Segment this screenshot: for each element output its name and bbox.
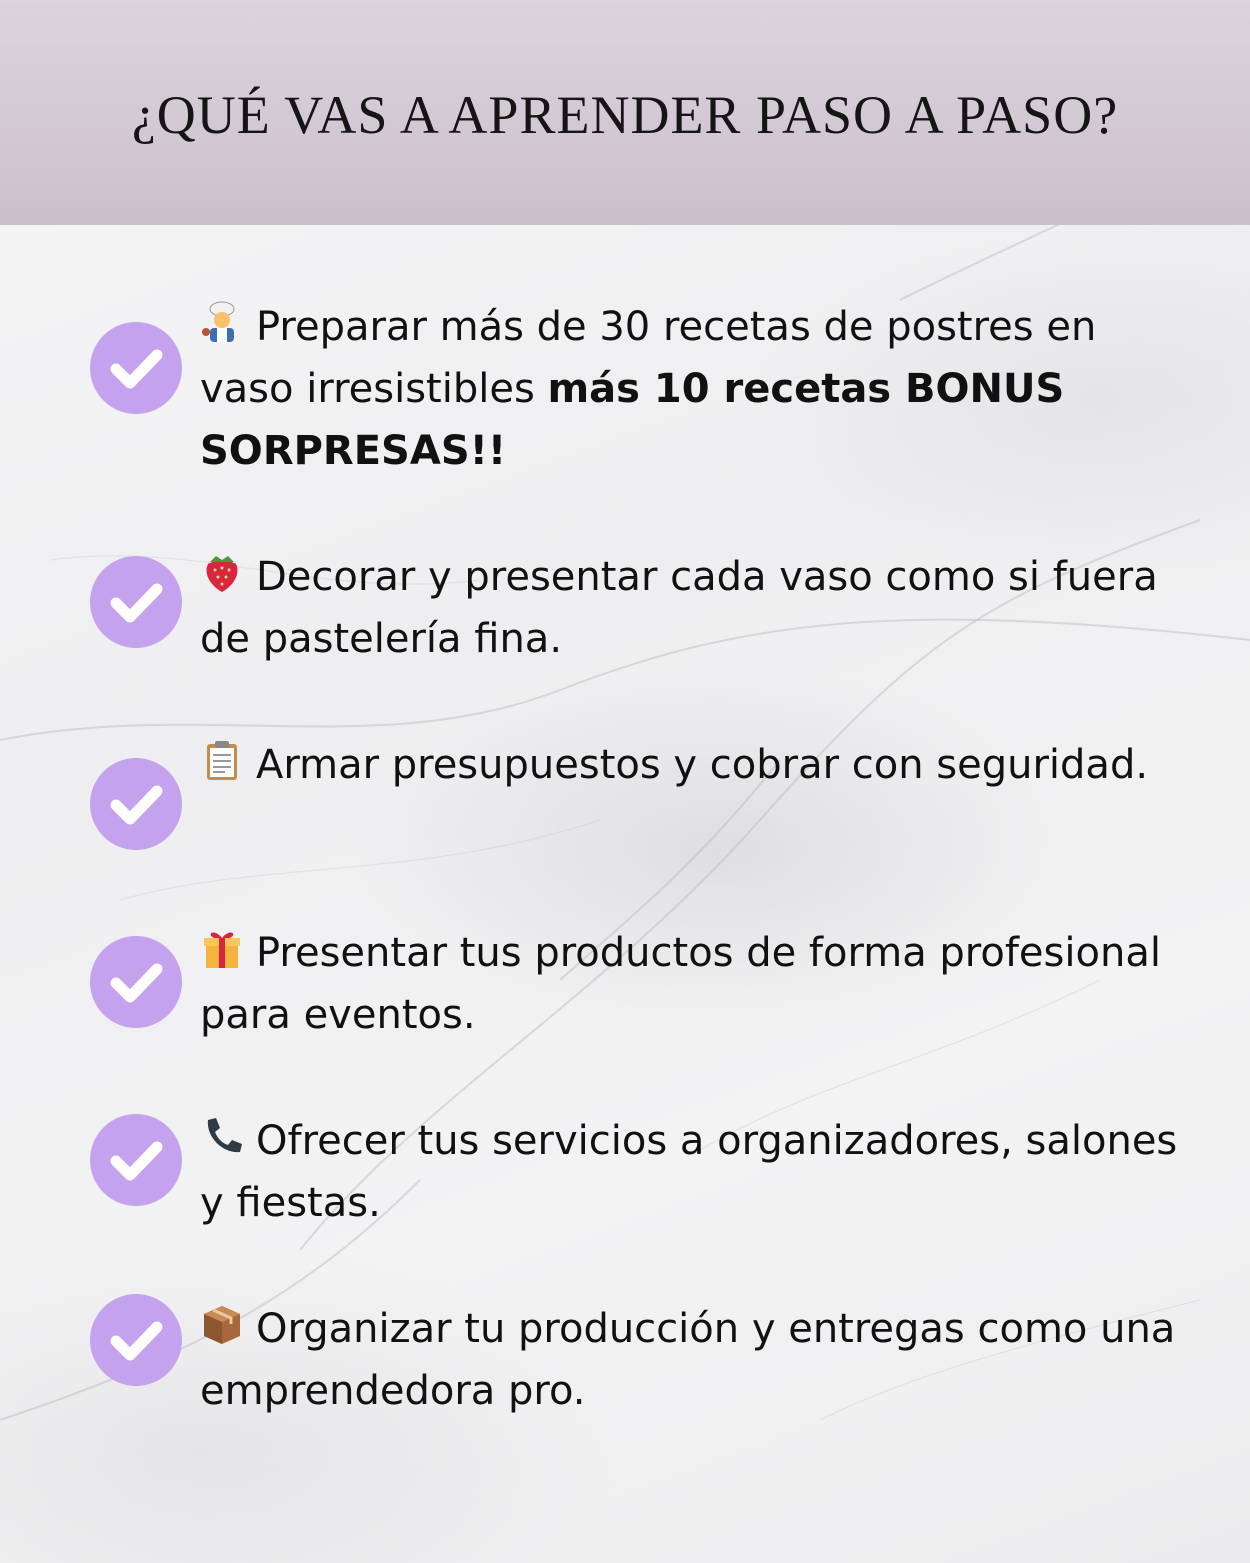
item-text-regular: Armar presupuestos y cobrar con seguridad. xyxy=(256,742,1149,788)
strawberry-icon xyxy=(200,550,244,590)
check-icon xyxy=(90,1294,182,1386)
item-text xyxy=(200,1110,1180,1234)
check-icon xyxy=(90,1114,182,1206)
check-icon xyxy=(90,936,182,1028)
clipboard-icon xyxy=(200,738,244,778)
list-item xyxy=(90,296,1190,496)
item-text-regular: Ofrecer tus servicios a organizadores, salones y fiestas. xyxy=(200,1118,1178,1226)
check-icon xyxy=(90,758,182,850)
check-icon xyxy=(90,556,182,648)
phone-icon xyxy=(200,1114,244,1154)
item-text-regular: Presentar tus productos de forma profesional para eventos. xyxy=(200,930,1161,1038)
item-text-regular: Organizar tu producción y entregas como una emprendedora pro. xyxy=(200,1306,1176,1414)
gift-icon xyxy=(200,926,244,966)
check-icon xyxy=(90,322,182,414)
package-icon xyxy=(200,1302,244,1342)
item-text xyxy=(200,546,1180,670)
list-item xyxy=(90,546,1190,676)
item-text xyxy=(200,922,1180,1046)
item-text-bold: más 10 recetas BONUS SORPRESAS!! xyxy=(200,366,1065,474)
list-item xyxy=(90,1298,1190,1428)
item-text xyxy=(200,296,1180,482)
item-text-regular: Decorar y presentar cada vaso como si fuera de pastelería fina. xyxy=(200,554,1158,662)
item-text-regular: Preparar más de 30 recetas de postres en vaso irresistibles xyxy=(200,304,1097,412)
list-item xyxy=(90,734,1190,864)
page-title: ¿QUÉ VAS A APRENDER PASO A PASO? xyxy=(131,84,1119,145)
item-text xyxy=(200,734,1180,796)
header-banner xyxy=(0,0,1250,225)
chef-icon xyxy=(200,300,244,340)
item-text xyxy=(200,1298,1180,1422)
list-item xyxy=(90,1110,1190,1240)
list-item xyxy=(90,922,1190,1052)
